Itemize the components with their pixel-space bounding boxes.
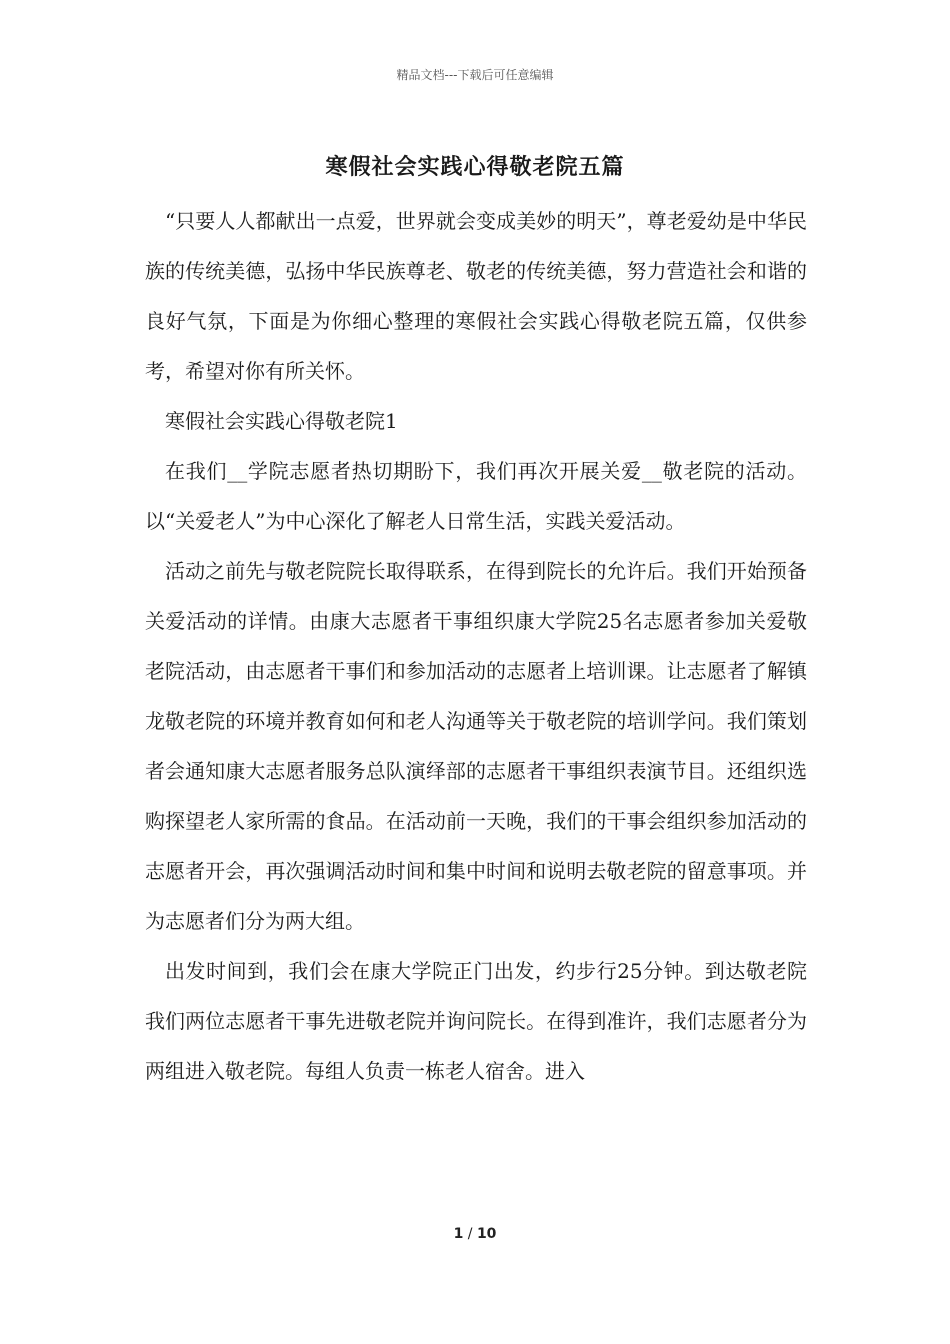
section-heading: 寒假社会实践心得敬老院1	[165, 409, 398, 433]
page-separator: /	[463, 1226, 477, 1242]
page-number	[0, 1226, 950, 1242]
paragraph: 出发时间到，我们会在康大学院正门出发，约步行25分钟。到达敬老院我们两位志愿者干事先进敬老院并询问院长。在得到准许，我们志愿者分为两组进入敬老院。每组人负责一栋老人宿舍。进入	[145, 959, 807, 1083]
page-current: 1	[453, 1226, 464, 1242]
paragraph: 活动之前先与敬老院院长取得联系，在得到院长的允许后。我们开始预备关爱活动的详情。由康大志愿者干事组织康大学院25名志愿者参加关爱敬老院活动，由志愿者干事们和参加活动的志愿者上培训课。让志愿者了解镇龙敬老院的环境并教育如何和老人沟通等关于敬老院的培训学问。我们策划者会通知康大志愿者服务总队演绎部的志愿者干事组织表演节目。还组织选购探望老人家所需的食品。在活动前一天晚，我们的干事会组织参加活动的志愿者开会，再次强调活动时间和集中时间和说明去敬老院的留意事项。并为志愿者们分为两大组。	[145, 559, 807, 933]
paragraph: 在我们__学院志愿者热切期盼下，我们再次开展关爱__敬老院的活动。以“关爱老人”为中心深化了解老人日常生活，实践关爱活动。	[145, 459, 807, 533]
header-note: 精品文档---下载后可任意编辑	[396, 68, 554, 82]
paragraph-intro: “只要人人都献出一点爱，世界就会变成美妙的明天”，尊老爱幼是中华民族的传统美德，弘扬中华民族尊老、敬老的传统美德，努力营造社会和谐的良好气氛，下面是为你细心整理的寒假社会实践心得敬老院五篇，仅供参考，希望对你有所关怀。	[145, 209, 807, 383]
document-title: 寒假社会实践心得敬老院五篇	[325, 154, 625, 180]
document-body	[145, 196, 807, 1096]
page-total: 10	[476, 1226, 497, 1242]
